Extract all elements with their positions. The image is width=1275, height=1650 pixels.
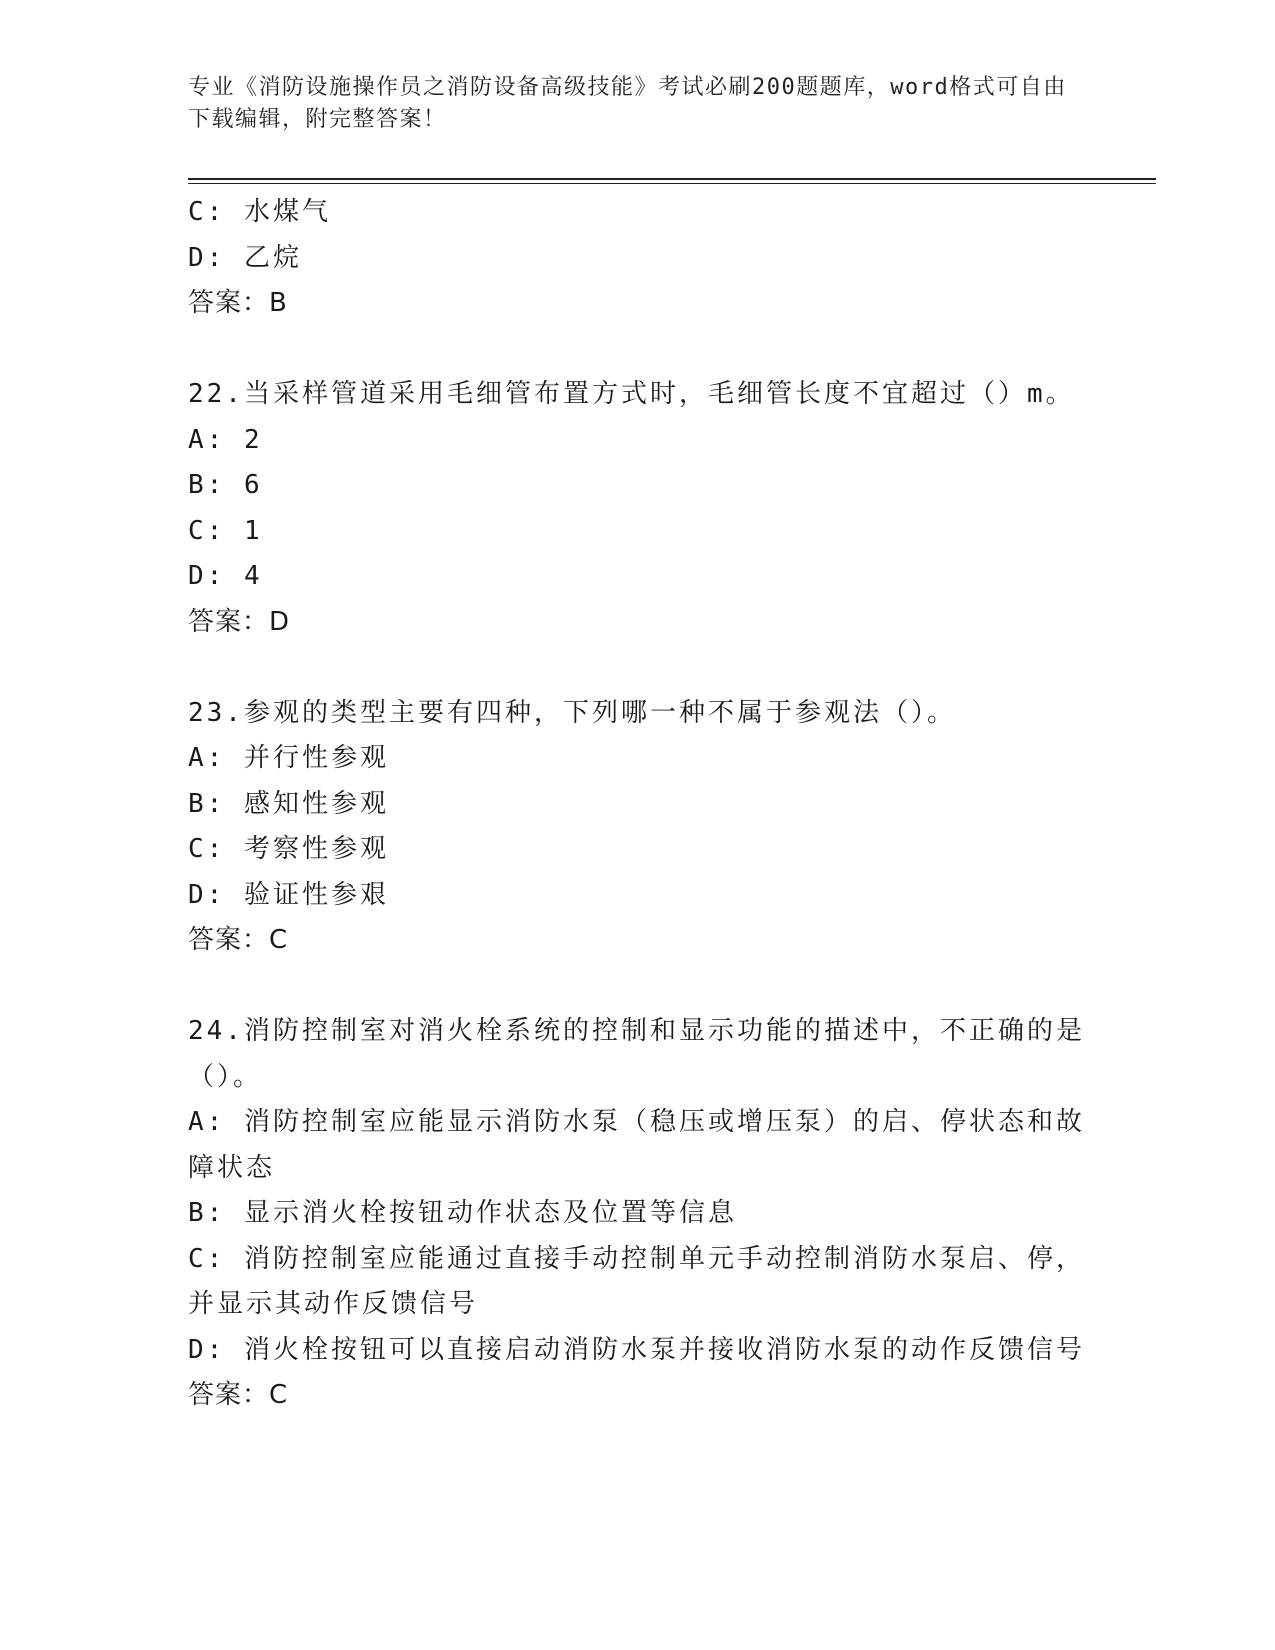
spacer <box>188 645 1088 691</box>
option-b: B: 显示消火栓按钮动作状态及位置等信息 <box>188 1198 737 1228</box>
option-a: A: 消防控制室应能显示消防水泵（稳压或增压泵）的启、停状态和故障状态 <box>188 1107 1085 1183</box>
option-b: B: 感知性参观 <box>188 788 389 819</box>
question-stem: 23.参观的类型主要有四种，下列哪一种不属于参观法（）。 <box>188 697 956 728</box>
answer-line: 答案：C <box>188 1380 289 1410</box>
spacer <box>188 964 1088 1010</box>
option-c: C: 1 <box>188 515 263 546</box>
spacer <box>188 327 1088 373</box>
header-divider-thick <box>188 178 1156 180</box>
option-a: A: 并行性参观 <box>188 743 389 773</box>
question-stem: 24.消防控制室对消火栓系统的控制和显示功能的描述中，不正确的是（）。 <box>188 1016 1085 1092</box>
option-c: C: 水煤气 <box>188 197 331 227</box>
option-d: D: 乙烷 <box>188 242 302 273</box>
option-b: B: 6 <box>188 470 263 500</box>
option-d: D: 4 <box>188 561 263 591</box>
header-divider-thin <box>188 183 1156 184</box>
question-stem: 22.当采样管道采用毛细管布置方式时，毛细管长度不宜超过（）m。 <box>188 379 1075 409</box>
option-d: D: 消火栓按钮可以直接启动消防水泵并接收消防水泵的动作反馈信号 <box>188 1334 1085 1365</box>
option-c: C: 消防控制室应能通过直接手动控制单元手动控制消防水泵启、停，并显示其动作反馈信号 <box>188 1243 1085 1319</box>
question-content <box>188 190 1088 1419</box>
answer-line: 答案：D <box>188 606 291 637</box>
option-a: A: 2 <box>188 424 263 455</box>
option-d: D: 验证性参艰 <box>188 879 389 910</box>
page-header: 专业《消防设施操作员之消防设备高级技能》考试必刷200题题库，word格式可自由下载编辑，附完整答案！ <box>188 75 1067 132</box>
answer-line: 答案：B <box>188 288 288 318</box>
answer-line: 答案：C <box>188 925 289 955</box>
option-c: C: 考察性参观 <box>188 834 389 864</box>
